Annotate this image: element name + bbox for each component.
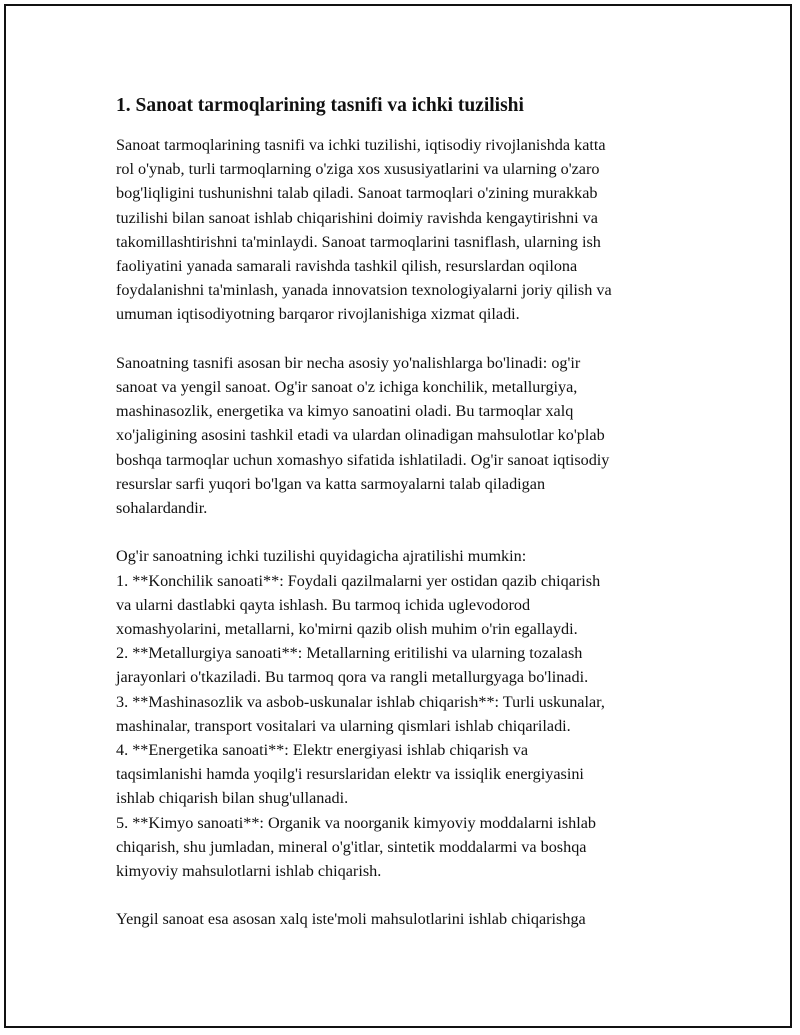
section-heading: 1. Sanoat tarmoqlarining tasnifi va ichki tuzilishi	[116, 95, 524, 116]
paragraph-classification	[116, 351, 686, 520]
text-line: Yengil sanoat esa asosan xalq iste'moli mahsulotlarini ishlab chiqarishga	[116, 910, 586, 929]
text-line: rol o'ynab, turli tarmoqlarning o'ziga xos xususiyatlarini va ularning o'zaro	[116, 160, 600, 179]
list-item-chemistry: 5. **Kimyo sanoati**: Organik va noorganik kimyoviy moddalarni ishlab	[116, 813, 597, 832]
text-line: boshqa tarmoqlar uchun xomashyo sifatida ishlatiladi. Og'ir sanoat iqtisodiy	[116, 450, 610, 469]
text-line: resurslar sarfi yuqori bo'lgan va katta sarmoyalarni talab qiladigan	[116, 474, 546, 493]
document-body	[116, 93, 686, 956]
text-line: xo'jaligining asosini tashkil etadi va ulardan olinadigan mahsulotlar ko'plab	[116, 426, 605, 445]
text-line: sanoat va yengil sanoat. Og'ir sanoat o'z ichiga konchilik, metallurgiya,	[116, 378, 578, 397]
text-line: chiqarish, shu jumladan, mineral o'g'itlar, sintetik moddalarmi va boshqa	[116, 837, 587, 856]
text-line: Sanoatning tasnifi asosan bir necha asosiy yo'nalishlarga bo'linadi: og'ir	[116, 353, 581, 372]
text-line: jarayonlari o'tkaziladi. Bu tarmoq qora va rangli metallurgyaga bo'linadi.	[116, 668, 589, 687]
text-line: va ularni dastlabki qayta ishlash. Bu tarmoq ichida uglevodorod	[116, 595, 531, 614]
text-line: ishlab chiqarish bilan shug'ullanadi.	[116, 789, 349, 808]
text-line: sohalardandir.	[116, 499, 208, 518]
text-line: Og'ir sanoatning ichki tuzilishi quyidagicha ajratilishi mumkin:	[116, 547, 527, 566]
text-line: tuzilishi bilan sanoat ishlab chiqarishini doimiy ravishda kengaytirishni va	[116, 208, 598, 227]
text-line: Sanoat tarmoqlarining tasnifi va ichki tuzilishi, iqtisodiy rivojlanishda katta	[116, 136, 606, 154]
text-line: faoliyatini yanada samarali ravishda tashkil qilish, resurslardan oqilona	[116, 257, 578, 276]
text-line: bog'liqligini tushunishni talab qiladi. Sanoat tarmoqlari o'zining murakkab	[116, 184, 598, 203]
text-line: mashinalar, transport vositalari va ularning qismlari ishlab chiqariladi.	[116, 716, 571, 735]
text-line: takomillashtirishni ta'minlaydi. Sanoat tarmoqlarini tasniflash, ularning ish	[116, 232, 601, 251]
paragraph-heavy-industry-structure	[116, 544, 686, 883]
list-item-metallurgy: 2. **Metallurgiya sanoati**: Metallarning eritilishi va ularning tozalash	[116, 644, 583, 663]
list-item-energy: 4. **Energetika sanoati**: Elektr energiyasi ishlab chiqarish va	[116, 741, 529, 760]
text-line: mashinasozlik, energetika va kimyo sanoatini oladi. Bu tarmoqlar xalq	[116, 402, 574, 421]
text-line: taqsimlanishi hamda yoqilg'i resurslaridan elektr va issiqlik energiyasini	[116, 765, 584, 784]
paragraph-light-industry	[116, 907, 686, 931]
list-item-machine-building: 3. **Mashinasozlik va asbob-uskunalar ishlab chiqarish**: Turli uskunalar,	[116, 692, 605, 711]
list-item-mining: 1. **Konchilik sanoati**: Foydali qazilmalarni yer ostidan qazib chiqarish	[116, 571, 601, 590]
text-line: kimyoviy mahsulotlarni ishlab chiqarish.	[116, 862, 382, 881]
text-line: foydalanishni ta'minlash, yanada innovatsion texnologiyalarni joriy qilish va	[116, 281, 612, 300]
text-line: xomashyolarini, metallarni, ko'mirni qazib olish muhim o'rin egallaydi.	[116, 620, 578, 639]
text-line: umuman iqtisodiyotning barqaror rivojlanishiga xizmat qiladi.	[116, 305, 520, 324]
paragraph-intro	[116, 133, 686, 327]
